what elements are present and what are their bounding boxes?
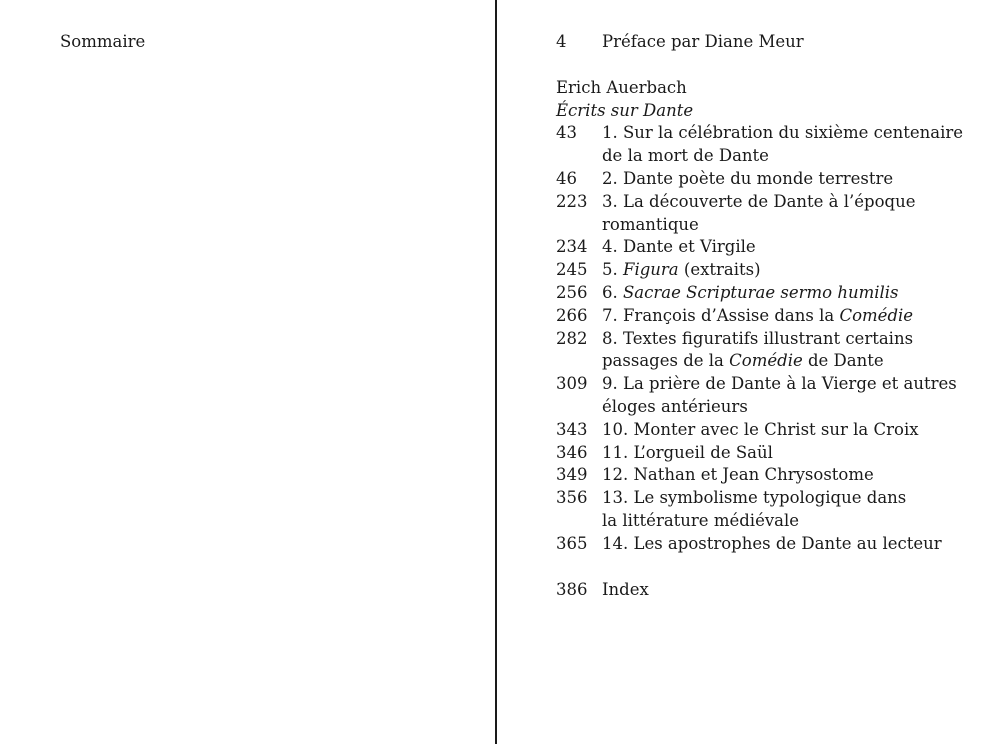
toc-title-text: 14. Les apostrophes de Dante au lecteur — [602, 533, 942, 553]
toc-title-italic: Comédie — [729, 351, 803, 371]
toc-title-text: 2. Dante poète du monde terrestre — [602, 168, 894, 188]
toc-entry — [556, 122, 976, 145]
toc-entry-title: Index — [602, 579, 649, 599]
toc-page-number — [556, 214, 602, 237]
toc-entry — [556, 419, 976, 442]
toc-title-text: 3. La découverte de Dante à l’époque — [602, 191, 916, 211]
toc-page-number: 256 — [556, 282, 588, 302]
toc-entry-title — [602, 396, 976, 419]
toc-title-text: la littérature médiévale — [602, 510, 800, 530]
toc-entry-index — [556, 579, 976, 602]
toc-entry — [556, 259, 976, 282]
toc-title-text: 10. Monter avec le Christ sur la Croix — [602, 419, 919, 439]
toc-title-text: (extraits) — [678, 260, 761, 280]
toc-entry — [556, 373, 976, 396]
toc-title-text: éloges antérieurs — [602, 396, 748, 416]
toc-entry — [556, 282, 976, 305]
toc-entry-title — [602, 328, 976, 351]
book-title: Écrits sur Dante — [556, 100, 694, 120]
toc-entry — [556, 236, 976, 259]
toc-page-number: 46 — [556, 168, 577, 188]
toc-page-number — [556, 145, 602, 168]
toc-entry — [556, 305, 976, 328]
toc-entry-title — [602, 373, 976, 396]
toc-title-text: 6. — [602, 282, 623, 302]
toc-page-number: 282 — [556, 328, 588, 348]
toc-entry-title — [602, 510, 976, 533]
toc-entry-title: Préface par Diane Meur — [602, 32, 804, 51]
toc-entry-title — [602, 168, 976, 191]
toc-page-number: 346 — [556, 442, 588, 462]
toc-title-italic: Figura — [623, 260, 679, 280]
toc-page-number: 4 — [556, 32, 567, 51]
toc-entries — [556, 122, 976, 555]
toc-entry-title — [602, 122, 976, 145]
toc-title-text: de la mort de Dante — [602, 146, 769, 166]
toc-entry — [556, 487, 976, 510]
toc-page-number — [556, 510, 602, 533]
toc-entry-title — [602, 487, 976, 510]
book-spine-divider — [495, 0, 497, 744]
toc-page-number: 386 — [556, 579, 588, 599]
toc-page-number: 245 — [556, 260, 588, 280]
toc-title-text: 7. François d’Assise dans la — [602, 305, 840, 325]
toc-page-number: 343 — [556, 419, 588, 439]
toc-page-number: 223 — [556, 191, 588, 211]
toc-entry-title — [602, 282, 976, 305]
toc-page-number: 365 — [556, 533, 588, 553]
toc-entry-title — [602, 442, 976, 465]
toc-page-number: 356 — [556, 488, 588, 508]
toc-entry-title — [602, 259, 976, 282]
toc-entry-title — [602, 191, 976, 214]
toc-entry-continuation — [556, 396, 976, 419]
toc-title-text: 5. — [602, 260, 623, 280]
toc-page-number: 309 — [556, 374, 588, 394]
toc-entry — [556, 328, 976, 351]
toc-page-number: 234 — [556, 237, 588, 257]
toc-entry-title — [602, 533, 976, 556]
toc-page-number: 266 — [556, 305, 588, 325]
toc-entry-continuation — [556, 510, 976, 533]
toc-entry — [556, 191, 976, 214]
toc-title-text: 4. Dante et Virgile — [602, 237, 756, 257]
toc-page-number — [556, 350, 602, 373]
toc-entry-title — [602, 419, 976, 442]
toc-title-text: 12. Nathan et Jean Chrysostome — [602, 465, 874, 485]
toc-title-text: 13. Le symbolisme typologique dans — [602, 488, 907, 508]
toc-title-text: 8. Textes figuratifs illustrant certains — [602, 328, 914, 348]
author-name: Erich Auerbach — [556, 77, 687, 97]
toc-entry — [556, 464, 976, 487]
toc-page-number: 349 — [556, 465, 588, 485]
toc-entry — [556, 168, 976, 191]
toc-entry-title — [602, 305, 976, 328]
toc-title-text: 1. Sur la célébration du sixième centenaire — [602, 123, 964, 143]
toc-page-number — [556, 396, 602, 419]
toc-entry-title — [602, 464, 976, 487]
table-of-contents — [556, 31, 976, 601]
toc-entry-continuation — [556, 350, 976, 373]
toc-entry-preface — [556, 31, 976, 54]
toc-title-text: romantique — [602, 214, 699, 234]
toc-title-text: 9. La prière de Dante à la Vierge et autres — [602, 374, 957, 394]
toc-entry-title — [602, 214, 976, 237]
toc-entry-continuation — [556, 214, 976, 237]
toc-entry-title — [602, 350, 976, 373]
toc-entry-continuation — [556, 145, 976, 168]
toc-page-number: 43 — [556, 123, 577, 143]
toc-title-text: passages de la — [602, 351, 730, 371]
toc-entry-title — [602, 145, 976, 168]
toc-title-text: 11. L’orgueil de Saül — [602, 442, 773, 462]
toc-title-text: de Dante — [802, 351, 884, 371]
toc-entry — [556, 442, 976, 465]
page-title: Sommaire — [60, 32, 146, 51]
toc-title-italic: Sacrae Scripturae sermo humilis — [623, 282, 899, 302]
toc-entry — [556, 533, 976, 556]
toc-entry-title — [602, 236, 976, 259]
toc-title-italic: Comédie — [839, 305, 914, 325]
